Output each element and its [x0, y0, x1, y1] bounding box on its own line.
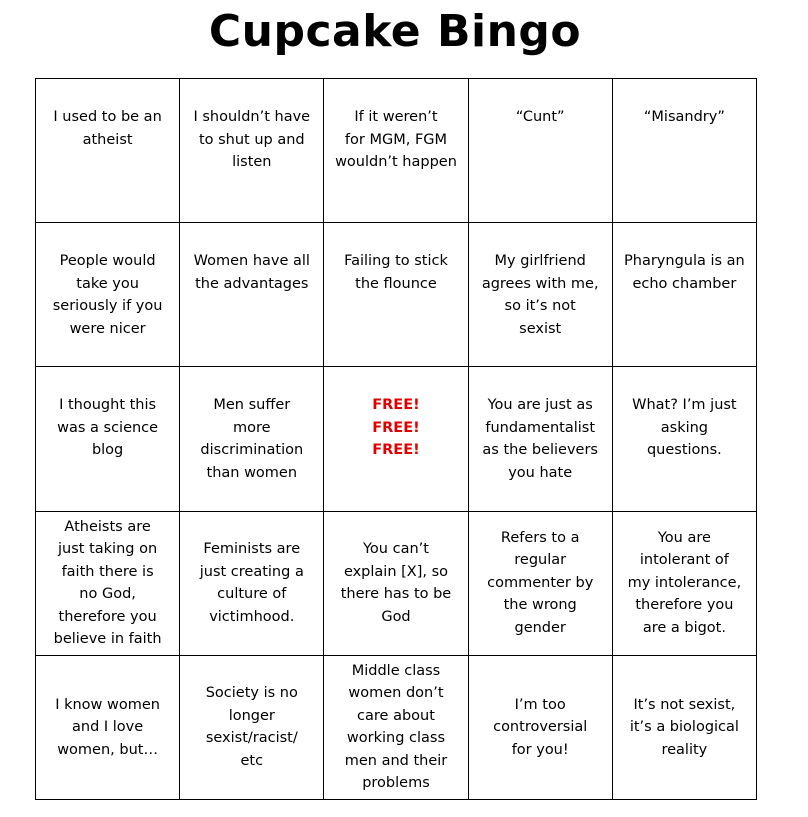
bingo-cell: “Misandry” [613, 79, 757, 223]
bingo-cell: If it weren’t for MGM, FGM wouldn’t happen [324, 79, 468, 223]
bingo-cell: Society is no longer sexist/racist/ etc [180, 656, 324, 800]
bingo-cell: My girlfriend agrees with me, so it’s not sexist [469, 223, 613, 367]
bingo-cell: People would take you seriously if you were nicer [36, 223, 180, 367]
bingo-cell: Feminists are just creating a culture of victimhood. [180, 512, 324, 656]
free-space-cell: FREE! FREE! FREE! [324, 367, 468, 511]
bingo-cell: I thought this was a science blog [36, 367, 180, 511]
bingo-cell: I know women and I love women, but… [36, 656, 180, 800]
bingo-cell: It’s not sexist, it’s a biological reality [613, 656, 757, 800]
bingo-cell: “Cunt” [469, 79, 613, 223]
bingo-cell: Refers to a regular commenter by the wrong gender [469, 512, 613, 656]
bingo-cell: You are intolerant of my intolerance, therefore you are a bigot. [613, 512, 757, 656]
bingo-cell: Middle class women don’t care about working class men and their problems [324, 656, 468, 800]
bingo-cell: Men suffer more discrimination than women [180, 367, 324, 511]
bingo-cell: You can’t explain [X], so there has to be God [324, 512, 468, 656]
bingo-cell: I shouldn’t have to shut up and listen [180, 79, 324, 223]
bingo-cell: Failing to stick the flounce [324, 223, 468, 367]
bingo-cell: Atheists are just taking on faith there is no God, therefore you believe in faith [36, 512, 180, 656]
bingo-cell: I used to be an atheist [36, 79, 180, 223]
bingo-cell: What? I’m just asking questions. [613, 367, 757, 511]
bingo-cell: You are just as fundamentalist as the believers you hate [469, 367, 613, 511]
bingo-cell: Pharyngula is an echo chamber [613, 223, 757, 367]
page-title: Cupcake Bingo [208, 6, 582, 57]
bingo-board [35, 78, 757, 800]
bingo-cell: I’m too controversial for you! [469, 656, 613, 800]
bingo-cell: Women have all the advantages [180, 223, 324, 367]
